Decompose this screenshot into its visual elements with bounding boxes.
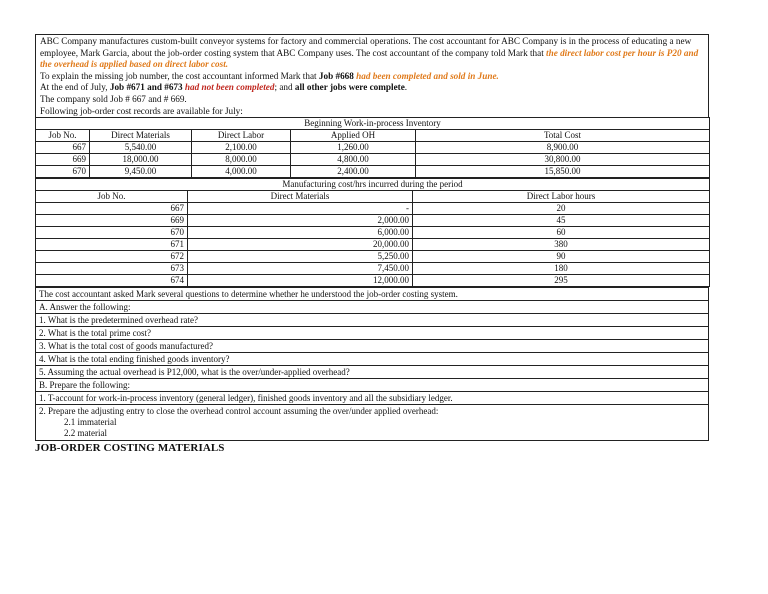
table-row xyxy=(36,239,710,251)
question-item: 5. Assuming the actual overhead is P12,000, what is the over/under-applied overhead? xyxy=(36,366,709,379)
job-no: 671 xyxy=(36,239,188,251)
direct-materials: 9,450.00 xyxy=(90,166,192,178)
intro-paragraph-3 xyxy=(40,82,704,94)
question-item: 2. What is the total prime cost? xyxy=(36,327,709,340)
labor-hours: 180 xyxy=(413,263,710,275)
job-668-note: had been completed and sold in June. xyxy=(353,70,499,81)
questions-table xyxy=(35,287,709,441)
table-row xyxy=(36,142,710,154)
labor-hours: 60 xyxy=(413,227,710,239)
direct-materials: 7,450.00 xyxy=(188,263,413,275)
table-row xyxy=(36,154,710,166)
direct-materials: 12,000.00 xyxy=(188,275,413,287)
beginning-wip-table xyxy=(35,117,710,178)
labor-rate-highlight: the direct labor cost per hour is P20 and the overhead is applied based on direct labor cost. xyxy=(40,47,699,70)
wip-header-dl: Direct Labor xyxy=(192,130,291,142)
problem-intro xyxy=(35,34,709,117)
labor-hours: 380 xyxy=(413,239,710,251)
applied-oh: 1,260.00 xyxy=(291,142,416,154)
task-item: 1. T-account for work-in-process inventory (general ledger), finished goods inventory and all the subsidiary ledger. xyxy=(36,392,709,405)
mfg-header-dlh: Direct Labor hours xyxy=(413,191,710,203)
job-no: 674 xyxy=(36,275,188,287)
intro-paragraph-4: The company sold Job # 667 and # 669. xyxy=(40,93,187,104)
wip-header-job: Job No. xyxy=(36,130,90,142)
direct-materials: 18,000.00 xyxy=(90,154,192,166)
intro-text: At the end of July, xyxy=(40,82,110,93)
labor-hours: 45 xyxy=(413,215,710,227)
intro-text: ; and xyxy=(274,82,295,93)
labor-hours: 20 xyxy=(413,203,710,215)
subtask-immaterial: 2.1 immaterial xyxy=(64,417,117,428)
intro-text: ABC Company manufactures custom-built conveyor systems for factory and commercial operations. The cost accountant for ABC Company is in the process of educating a new employee, Mark Garcia, about the job-order costing system that ABC Company uses. The cost accountant of the company told Mark that xyxy=(40,36,692,58)
applied-oh: 4,800.00 xyxy=(291,154,416,166)
intro-paragraph-1 xyxy=(40,36,704,71)
table-row xyxy=(36,263,710,275)
direct-materials: 2,000.00 xyxy=(188,215,413,227)
mfg-title: Manufacturing cost/hrs incurred during the period xyxy=(36,179,710,191)
mfg-header-dm: Direct Materials xyxy=(188,191,413,203)
question-item: 3. What is the total cost of goods manufactured? xyxy=(36,340,709,353)
table-row xyxy=(36,227,710,239)
mfg-header-job: Job No. xyxy=(36,191,188,203)
job-no: 667 xyxy=(36,142,90,154)
table-row xyxy=(36,203,710,215)
direct-materials: 5,250.00 xyxy=(188,251,413,263)
question-item: 4. What is the total ending finished goods inventory? xyxy=(36,353,709,366)
wip-header-total: Total Cost xyxy=(416,130,710,142)
direct-materials: 5,540.00 xyxy=(90,142,192,154)
direct-materials: 20,000.00 xyxy=(188,239,413,251)
part-b-title: B. Prepare the following: xyxy=(36,379,709,392)
part-a-title: A. Answer the following: xyxy=(36,301,709,314)
wip-title: Beginning Work-in-process Inventory xyxy=(36,118,710,130)
job-no: 673 xyxy=(36,263,188,275)
job-no: 667 xyxy=(36,203,188,215)
job-no: 669 xyxy=(36,154,90,166)
table-row xyxy=(36,215,710,227)
worksheet xyxy=(35,34,709,454)
intro-text: To explain the missing job number, the cost accountant informed Mark that xyxy=(40,70,319,81)
job-no: 669 xyxy=(36,215,188,227)
applied-oh: 2,400.00 xyxy=(291,166,416,178)
labor-hours: 295 xyxy=(413,275,710,287)
total-cost: 8,900.00 xyxy=(416,142,710,154)
total-cost: 15,850.00 xyxy=(416,166,710,178)
direct-materials: 6,000.00 xyxy=(188,227,413,239)
direct-materials: - xyxy=(188,203,413,215)
table-row xyxy=(36,275,710,287)
job-no: 670 xyxy=(36,166,90,178)
task-item xyxy=(36,405,709,441)
task-item-text: 2. Prepare the adjusting entry to close the overhead control account assuming the over/under applied overhead: xyxy=(39,406,439,417)
manufacturing-cost-table xyxy=(35,178,710,287)
table-row xyxy=(36,166,710,178)
table-row xyxy=(36,251,710,263)
total-cost: 30,800.00 xyxy=(416,154,710,166)
direct-labor: 2,100.00 xyxy=(192,142,291,154)
intro-paragraph-5: Following job-order cost records are available for July: xyxy=(40,105,243,116)
direct-labor: 8,000.00 xyxy=(192,154,291,166)
labor-hours: 90 xyxy=(413,251,710,263)
incomplete-jobs-label: Job #671 and #673 xyxy=(109,82,183,93)
job-668-label: Job #668 xyxy=(318,70,354,81)
question-item: 1. What is the predetermined overhead rate? xyxy=(36,314,709,327)
job-no: 672 xyxy=(36,251,188,263)
wip-header-dm: Direct Materials xyxy=(90,130,192,142)
subtask-material: 2.2 material xyxy=(64,428,107,439)
job-no: 670 xyxy=(36,227,188,239)
questions-lead: The cost accountant asked Mark several questions to determine whether he understood the job-order costing system. xyxy=(36,288,709,301)
intro-paragraph-2 xyxy=(40,71,704,83)
complete-jobs-note: all other jobs were complete xyxy=(294,82,405,93)
wip-header-oh: Applied OH xyxy=(291,130,416,142)
sheet-title: JOB-ORDER COSTING MATERIALS xyxy=(35,442,225,455)
direct-labor: 4,000.00 xyxy=(192,166,291,178)
incomplete-note: had not been completed xyxy=(182,82,275,93)
intro-text: . xyxy=(404,82,408,93)
